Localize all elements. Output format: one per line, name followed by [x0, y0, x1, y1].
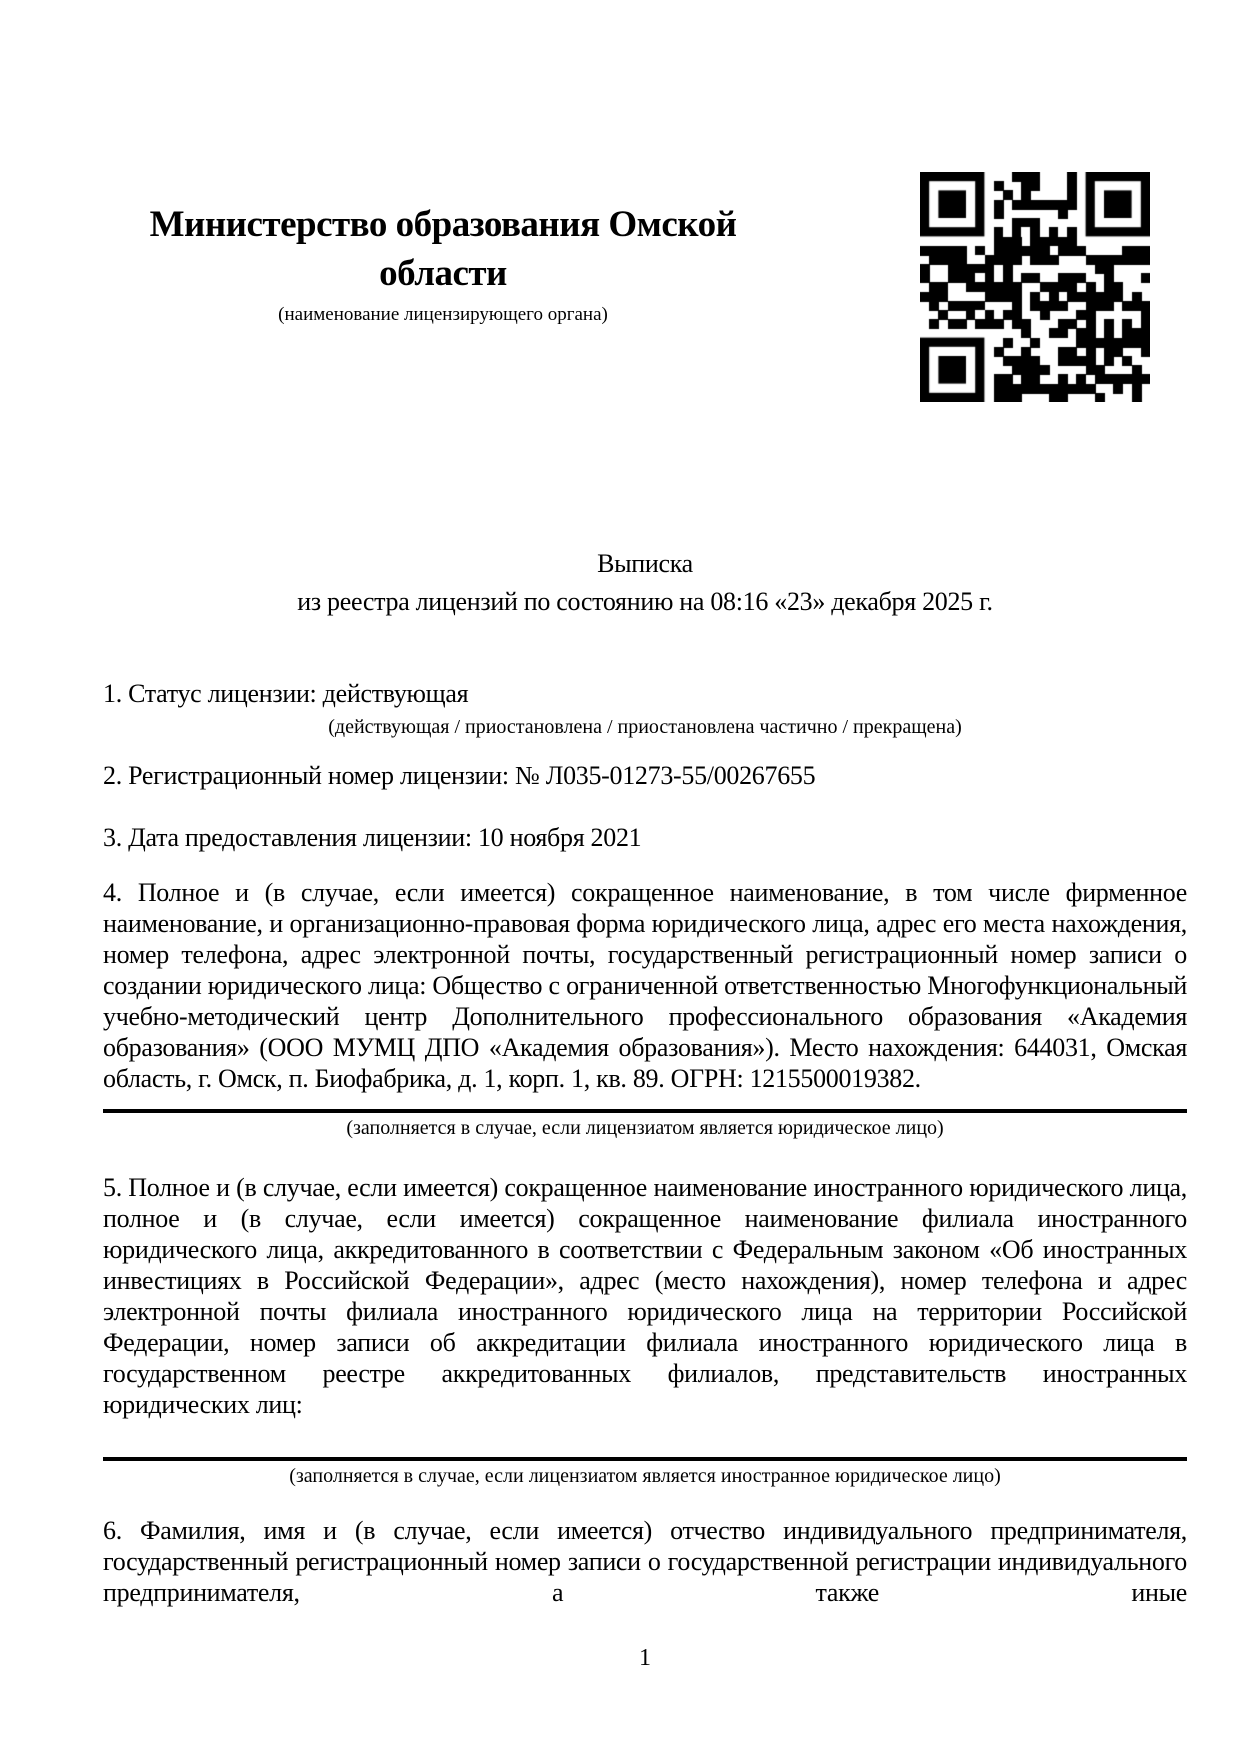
- license-status-note: (действующая / приостановлена / приостановлена частично / прекращена): [328, 716, 962, 738]
- entrepreneur-paragraph: 6. Фамилия, имя и (в случае, если имеется) отчество индивидуального предпринимателя, государственный регистрационный номер записи о государственной регистрации индивидуального предпринимателя, а также иные: [103, 1516, 1187, 1607]
- legal-entity-divider: [103, 1109, 1187, 1113]
- license-date-line: 3. Дата предоставления лицензии: 10 ноября 2021: [103, 823, 642, 852]
- extract-subtitle: из реестра лицензий по состоянию на 08:16 «23» декабря 2025 г.: [297, 587, 993, 616]
- foreign-entity-paragraph: 5. Полное и (в случае, если имеется) сокращенное наименование иностранного юридического лица, полное и (в случае, если имеется) сокращенное наименование филиала иностранного юридического лица, аккредитованного в соответствии с Федеральным законом «Об иностранных инвестициях в Российской Федерации», адрес (место нахождения), номер телефона и адрес электронной почты филиала иностранного юридического лица на территории Российской Федерации, номер записи об аккредитации филиала иностранного юридического лица в государственном реестре аккредитованных филиалов, представительств иностранных юридических лиц:: [103, 1173, 1187, 1419]
- authority-name: Министерство образования Омской области: [149, 204, 737, 294]
- extract-title: Выписка: [597, 549, 693, 578]
- extract-heading: [103, 545, 1187, 621]
- licensee-paragraph: 4. Полное и (в случае, если имеется) сокращенное наименование, в том числе фирменное наименование, и организационно-правовая форма юридического лица, адрес его места нахождения, номер телефона, адрес электронной почты, государственный регистрационный номер записи о создании юридического лица: Общество с ограниченной ответственностью Многофункциональный учебно-методический центр Дополнительного профессионального образования «Академия образования» (ООО МУМЦ ДПО «Академия образования»). Место нахождения: 644031, Омская область, г. Омск, п. Биофабрика, д. 1, корп. 1, кв. 89. ОГРН: 1215500019382.: [103, 878, 1187, 1093]
- license-status-line: 1. Статус лицензии: действующая: [103, 679, 469, 708]
- authority-block: [103, 200, 783, 327]
- authority-caption: (наименование лицензирующего органа): [278, 304, 608, 325]
- page-number: 1: [639, 1645, 651, 1671]
- foreign-entity-divider: [103, 1457, 1187, 1461]
- qr-code-icon: [920, 172, 1150, 402]
- license-number-line: 2. Регистрационный номер лицензии: № Л035-01273-55/00267655: [103, 761, 816, 790]
- legal-entity-note: (заполняется в случае, если лицензиатом является юридическое лицо): [346, 1117, 944, 1139]
- foreign-entity-note: (заполняется в случае, если лицензиатом является иностранное юридическое лицо): [289, 1465, 1001, 1487]
- document-body: [103, 545, 1187, 1608]
